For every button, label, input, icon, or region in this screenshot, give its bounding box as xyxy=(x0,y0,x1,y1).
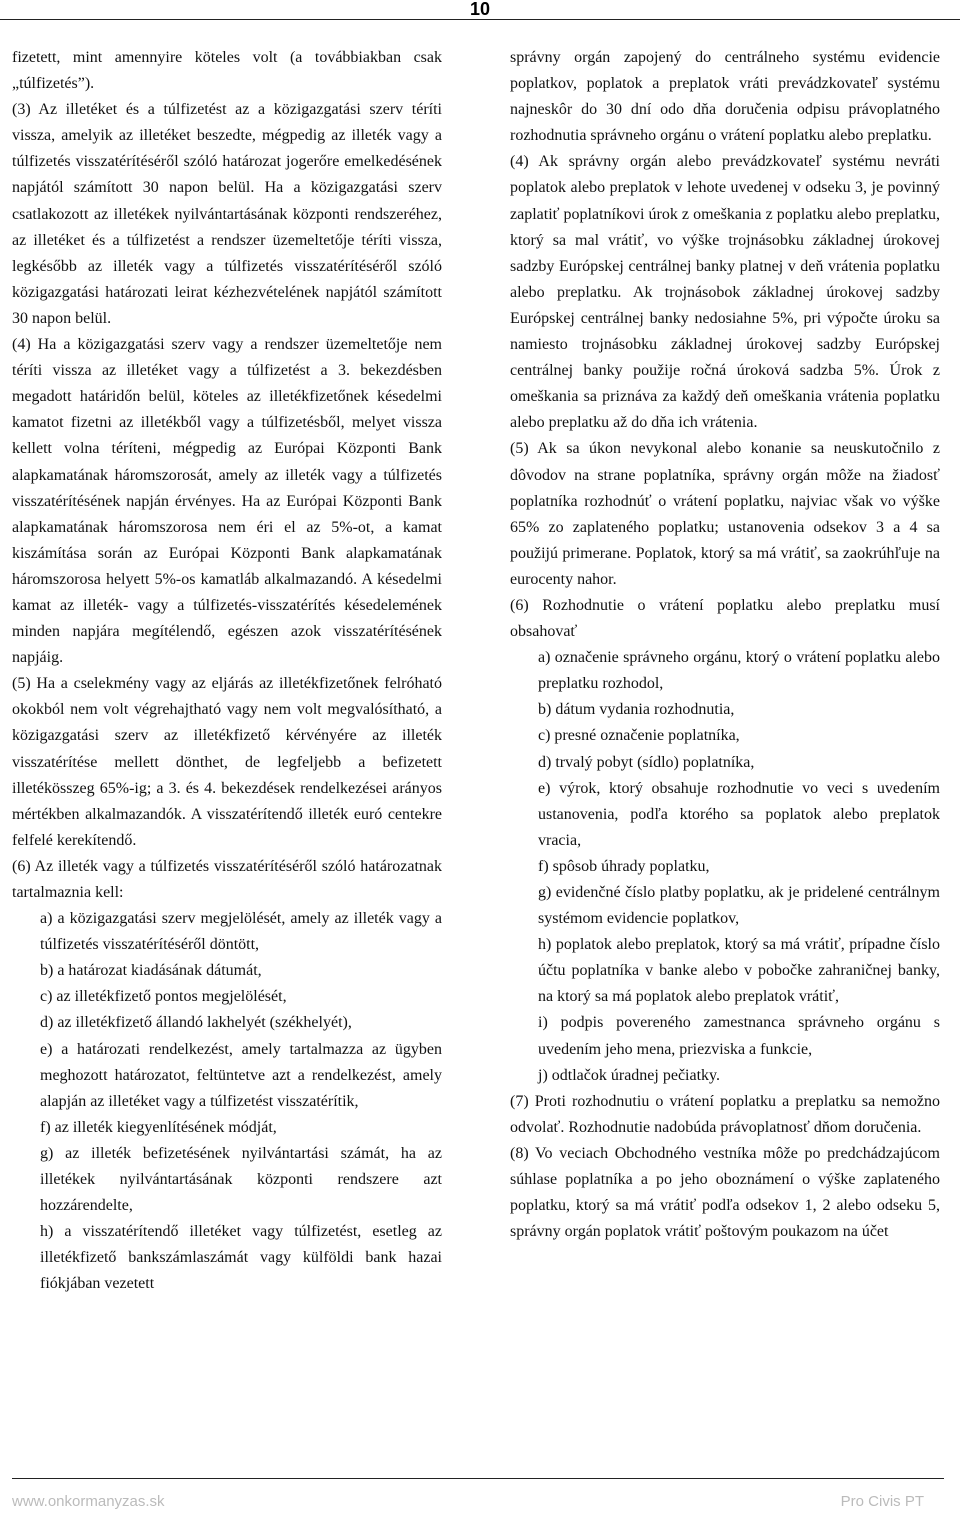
list-item: h) a visszatérítendő illetéket vagy túlfizetést, esetleg az illetékfizető bankszámlaszámát vagy külföldi bank hazai fiókjában vezetett xyxy=(40,1223,442,1293)
list-item: a) označenie správneho orgánu, ktorý o vrátení poplatku alebo preplatku rozhodol, xyxy=(538,649,940,693)
paragraph: (4) Ha a közigazgatási szerv vagy a rendszer üzemeltetője nem téríti vissza az illetéket vagy a túlfizetést a 3. bekezdésben megadott határidőn belül, köteles az illetékfizetőnek késedelmi kamatot fizetni az illetékből vagy a túlfizetésből, melyet vissza kellett volna téríteni, mégpedig az Európai Központi Bank alapkamatának háromszorosát, amely az illeték vagy a túlfizetés visszatérítésének napján érvényes. Ha az Európai Központi Bank alapkamatának háromszorosa nem éri el az 5%-ot, a kamat kiszámítása során az Európai Központi Bank alapkamatának háromszorosa helyett 5%-os kamatláb alkalmazandó. A késedelmi kamat az illeték- vagy a túlfizetés-visszatérítés késedelemének minden napjára megítélendő, egészen azok visszatérítésének napjáig. xyxy=(12,336,442,667)
paragraph: (7) Proti rozhodnutiu o vrátení poplatku a preplatku sa nemožno odvolať. Rozhodnutie nadobúda právoplatnosť dňom doručenia. xyxy=(510,1092,940,1136)
list-item: b) dátum vydania rozhodnutia, xyxy=(538,701,735,719)
list-item: h) poplatok alebo preplatok, ktorý sa má vrátiť, prípadne číslo účtu poplatníka v banke alebo v pobočke zahraničnej banky, na ktorý sa má poplatok alebo preplatok vrátiť, xyxy=(538,936,940,1006)
list-item: g) evidenčné číslo platby poplatku, ak je pridelené centrálnym systémom evidencie poplatkov, xyxy=(538,884,940,928)
paragraph: fizetett, mint amennyire köteles volt (a továbbiakban csak „túlfizetés”). xyxy=(12,49,442,93)
list-item: e) a határozati rendelkezést, amely tartalmazza az ügyben meghozott határozatot, feltüntetve azt a rendelkezést, amely alapján az illetéket vagy a túlfizetést visszatérítik, xyxy=(40,1040,442,1110)
list-item: i) podpis povereného zamestnanca správneho orgánu s uvedením jeho mena, priezviska a funkcie, xyxy=(538,1014,940,1058)
right-column-slovak xyxy=(510,45,940,1245)
page-number: 10 xyxy=(469,0,491,19)
list-item: j) odtlačok úradnej pečiatky. xyxy=(538,1066,720,1084)
list-item: f) az illeték kiegyenlítésének módját, xyxy=(40,1118,277,1136)
list-item: b) a határozat kiadásának dátumát, xyxy=(40,962,262,980)
list-item: a) a közigazgatási szerv megjelölését, amely az illeték vagy a túlfizetés visszatérítéséről döntött, xyxy=(40,910,442,954)
list-item: d) trvalý pobyt (sídlo) poplatníka, xyxy=(538,753,755,771)
header-divider xyxy=(0,19,960,20)
paragraph: správny orgán zapojený do centrálneho systému evidencie poplatkov, poplatok a preplatok vráti prevádzkovateľ systému najneskôr do 30 dní odo dňa doručenia odpisu právoplatného rozhodnutia správneho orgánu o vrátení poplatku alebo preplatku. xyxy=(510,49,940,145)
paragraph: (5) Ak sa úkon nevykonal alebo konanie sa neuskutočnilo z dôvodov na strane poplatníka, správny orgán môže na žiadosť poplatníka rozhodnúť o vrátení poplatku, najviac však vo výške 65% zo zaplateného poplatku; ustanovenia odsekov 3 a 4 sa použijú primerane. Poplatok, ktorý sa má vrátiť, sa zaokrúhľuje na eurocenty nahor. xyxy=(510,440,940,588)
paragraph: (6) Az illeték vagy a túlfizetés visszatérítéséről szóló határozatnak tartalmaznia kell: xyxy=(12,857,442,901)
paragraph: (6) Rozhodnutie o vrátení poplatku alebo preplatku musí obsahovať xyxy=(510,596,940,641)
paragraph: (8) Vo veciach Obchodného vestníka môže po predchádzajúcom súhlase poplatníka a po jeho oboznámení o výške zaplateného poplatku, ktorý sa má vrátiť podľa odsekov 1, 2 alebo odseku 5, správny orgán poplatok vrátiť poštovým poukazom na účet xyxy=(510,1144,940,1241)
list-item: e) výrok, ktorý obsahuje rozhodnutie vo veci s uvedením ustanovenia, podľa ktorého sa poplatok alebo preplatok vracia, xyxy=(538,779,940,849)
list-item: f) spôsob úhrady poplatku, xyxy=(538,857,710,875)
paragraph: (5) Ha a cselekmény vagy az eljárás az illetékfizetőnek felróható okokból nem volt végrehajtható vagy nem volt megvalósítható, a közigazgatási szerv az illetékfizető kérvényére az illeték visszatérítése mellett dönthet, de legfeljebb a befizetett illetékösszeg 65%-ig; a 3. és 4. bekezdések rendelkezései arányos mértékben alkalmazandók. A visszatérítendő illeték euró centekre felfelé kerekítendő. xyxy=(12,675,442,849)
paragraph: (3) Az illetéket és a túlfizetést az a közigazgatási szerv téríti vissza, amelyik az illetéket beszedte, mégpedig az illeték vagy a túlfizetés visszatérítéséről szóló határozat jogerőre emelkedésének napjától számított 30 napon belül. Ha a közigazgatási szerv csatlakozott az illetékek nyilvántartásának központi rendszeréhez, az illetéket és a túlfizetést a rendszer üzemeltetője téríti vissza, legkésőbb az illeték vagy a túlfizetés visszatérítéséről szóló közigazgatási határozati leirat kézhezvételének napjától számított 30 napon belül. xyxy=(12,101,442,327)
list-item: c) az illetékfizető pontos megjelölését, xyxy=(40,988,287,1006)
paragraph: (4) Ak správny orgán alebo prevádzkovateľ systému nevráti poplatok alebo preplatok v lehote uvedenej v odseku 3, je povinný zaplatiť poplatníkovi úrok z omeškania z poplatku alebo preplatku, ktorý sa mal vrátiť, vo výške trojnásobku základnej úrokovej sadzby Európskej centrálnej banky platnej v deň vrátenia poplatku alebo preplatku. Ak trojnásobok základnej úrokovej sadzby Európskej centrálnej banky nedosiahne 5%, pri výpočte úroku sa namiesto trojnásobku základnej úrokovej sadzby Európskej centrálnej banky použije ročná úroková sadzba 5%. Úrok z omeškania sa priznáva za každý deň omeškania vrátenia poplatku alebo preplatku až do dňa ich vrátenia. xyxy=(510,153,940,432)
list-item: g) az illeték befizetésének nyilvántartási számát, ha az illetékek nyilvántartásának központi rendszere azt hozzárendelte, xyxy=(40,1144,442,1215)
footer-website: www.onkormanyzas.sk xyxy=(12,1493,165,1510)
list-item: d) az illetékfizető állandó lakhelyét (székhelyét), xyxy=(40,1014,352,1032)
list-item: c) presné označenie poplatníka, xyxy=(538,727,740,745)
footer-publisher: Pro Civis PT xyxy=(840,1493,924,1510)
left-column-hungarian xyxy=(12,45,442,1298)
footer-divider xyxy=(12,1478,944,1479)
